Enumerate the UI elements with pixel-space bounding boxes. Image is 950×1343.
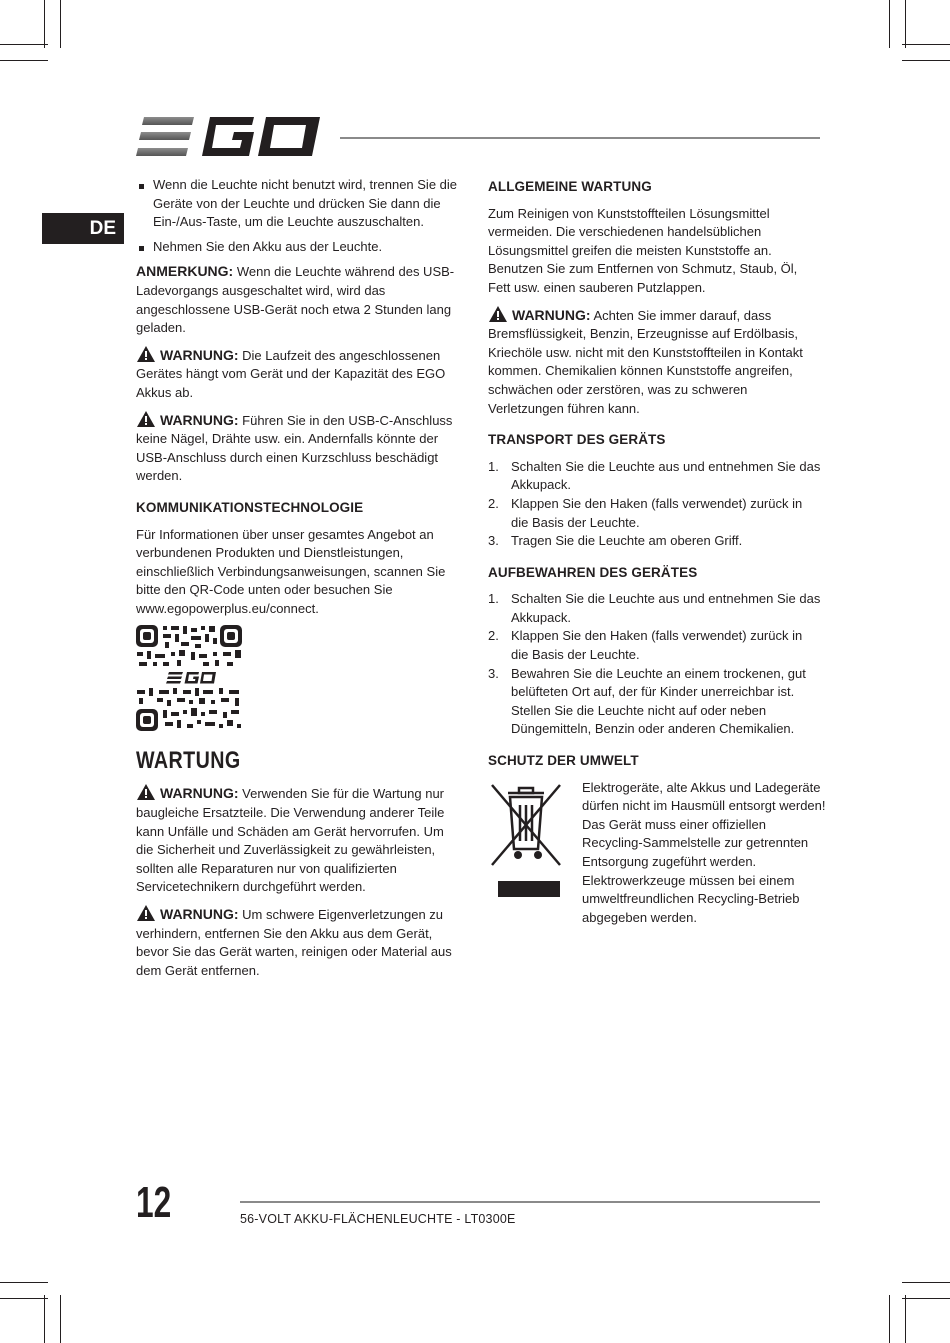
note-keyword: ANMERKUNG:: [136, 263, 234, 280]
crop-mark: [0, 44, 48, 45]
crop-mark: [0, 1282, 48, 1283]
section-heading: AUFBEWAHREN DES GERÄTES: [488, 564, 698, 580]
crop-mark: [905, 1295, 906, 1343]
list-item: 1. Schalten Sie die Leuchte aus und entnehmen Sie das Akkupack.: [488, 458, 821, 493]
crop-mark: [902, 1282, 950, 1283]
environment-block: [488, 779, 826, 939]
note-paragraph: ANMERKUNG: Wenn die Leuchte während des USB-Ladevorgangs ausgeschaltet wird, wird das angeschlossene USB-Gerät noch etwa 2 Stunden lang geladen.: [136, 263, 455, 336]
page-number: 12: [136, 1178, 172, 1227]
left-column: [136, 176, 464, 987]
warning-paragraph: WARNUNG: Um schwere Eigenverletzungen zu verhindern, entfernen Sie den Akku aus dem Gerät, bevor Sie das Gerät warten, reinigen oder Material aus dem Gerät entfernen.: [136, 906, 452, 978]
crop-mark: [889, 0, 890, 48]
crop-mark: [0, 60, 48, 61]
warning-keyword: WARNUNG:: [160, 906, 239, 923]
crossed-bin-icon: [488, 779, 564, 901]
warning-icon: [488, 305, 508, 323]
crop-mark: [44, 0, 45, 48]
storage-steps: [488, 590, 822, 739]
list-item: 2. Klappen Sie den Haken (falls verwendet) zurück in die Basis der Leuchte.: [488, 628, 803, 663]
footer-rule: [240, 1201, 820, 1203]
warning-icon: [136, 345, 156, 363]
warning-paragraph: WARNUNG: Verwenden Sie für die Wartung nur baugleiche Ersatzteile. Die Verwendung anderer Teile kann Unfälle und Schäden am Gerät hervorrufen. Um die Sicherheit und Zuverlässigkeit zu gewährleisten, sollten alle Reparaturen nur von qualifizierten Servicetechnikern durchgeführt werden.: [136, 785, 445, 895]
warning-keyword: WARNUNG:: [512, 306, 591, 323]
comm-paragraph: Für Informationen über unser gesamtes Angebot an verbundenen Produkten und Dienstleistungen, einschließlich Verbindungsanweisungen, scannen Sie bitte den QR-Code unten oder besuchen Sie www.egopowerplus.eu/connect.: [136, 526, 446, 616]
right-column: [488, 176, 826, 939]
crop-mark: [60, 1295, 61, 1343]
environment-paragraph: Elektrogeräte, alte Akkus und Ladegeräte dürfen nicht im Hausmüll entsorgt werden! Das Gerät muss einer offiziellen Recycling-Sammelstelle zur getrennten Entsorgung zugeführt werden. Elektrowerkzeuge müssen bei einem umweltfreundlichen Recycling-Betrieb abgegeben werden.: [582, 779, 826, 925]
maintenance-heading: WARTUNG: [136, 747, 241, 775]
section-heading: SCHUTZ DER UMWELT: [488, 753, 639, 769]
general-paragraph: Zum Reinigen von Kunststoffteilen Lösungsmittel vermeiden. Die verschiedenen handelsüblichen Lösungsmittel greifen die meisten Kunststoffe an. Benutzen Sie zum Entfernen von Schmutz, Staub, Öl, Fett usw. einen sauberen Putzlappen.: [488, 205, 798, 295]
section-heading: TRANSPORT DES GERÄTS: [488, 432, 666, 448]
warning-keyword: WARNUNG:: [160, 411, 239, 428]
list-item: 3. Bewahren Sie die Leuchte an einem trockenen, gut belüfteten Ort auf, der für Kinder unerreichbar ist. Stellen Sie die Leuchte nicht auf oder neben Düngemitteln, Benzin oder anderen Chemikalien.: [488, 665, 806, 737]
list-item: Wenn die Leuchte nicht benutzt wird, trennen Sie die Geräte von der Leuchte und drücken Sie dann die Ein-/Aus-Taste, um die Leuchte auszuschalten.: [136, 176, 464, 232]
footer-product: 56-VOLT AKKU-FLÄCHENLEUCHTE - LT0300E: [240, 1212, 516, 1226]
bullet-list: [136, 176, 464, 256]
header-rule: [340, 137, 820, 139]
crop-mark: [889, 1295, 890, 1343]
warning-icon: [136, 904, 156, 922]
warning-paragraph: WARNUNG: Achten Sie immer darauf, dass Bremsflüssigkeit, Benzin, Erzeugnisse auf Erdölbasis, Kriechöle usw. nicht mit den Kunststoffteilen in Kontakt kommen. Chemikalien können Kunststoffe angreifen, schwächen oder zerstören, was zu schweren Verletzungen führen kann.: [488, 306, 803, 416]
crop-mark: [902, 1298, 950, 1299]
section-heading: ALLGEMEINE WARTUNG: [488, 179, 652, 194]
warning-keyword: WARNUNG:: [160, 785, 239, 802]
list-item: 3. Tragen Sie die Leuchte am oberen Griff.: [488, 533, 743, 549]
qr-code[interactable]: [136, 625, 242, 731]
crop-mark: [44, 1295, 45, 1343]
warning-paragraph: WARNUNG: Führen Sie in den USB-C-Anschluss keine Nägel, Drähte usw. ein. Andernfalls könnte der USB-Anschluss durch einen Kurzschluss beschädigt werden.: [136, 411, 453, 484]
list-item: Nehmen Sie den Akku aus der Leuchte.: [136, 238, 464, 257]
warning-icon: [136, 410, 156, 428]
language-tab: DE: [42, 213, 124, 244]
list-item: 1. Schalten Sie die Leuchte aus und entnehmen Sie das Akkupack.: [488, 591, 821, 625]
ego-logo: [136, 116, 322, 158]
section-heading: KOMMUNIKATIONSTECHNOLOGIE: [136, 499, 364, 515]
list-item: 2. Klappen Sie den Haken (falls verwendet) zurück in die Basis der Leuchte.: [488, 495, 803, 530]
crop-mark: [60, 0, 61, 48]
warning-icon: [136, 783, 156, 801]
crop-mark: [902, 44, 950, 45]
crop-mark: [0, 1298, 48, 1299]
transport-steps: [488, 458, 822, 551]
warning-keyword: WARNUNG:: [160, 346, 239, 363]
warning-paragraph: WARNUNG: Die Laufzeit des angeschlossenen Gerätes hängt vom Gerät und der Kapazität des EGO Akkus ab.: [136, 346, 446, 400]
crop-mark: [905, 0, 906, 48]
crop-mark: [902, 60, 950, 61]
